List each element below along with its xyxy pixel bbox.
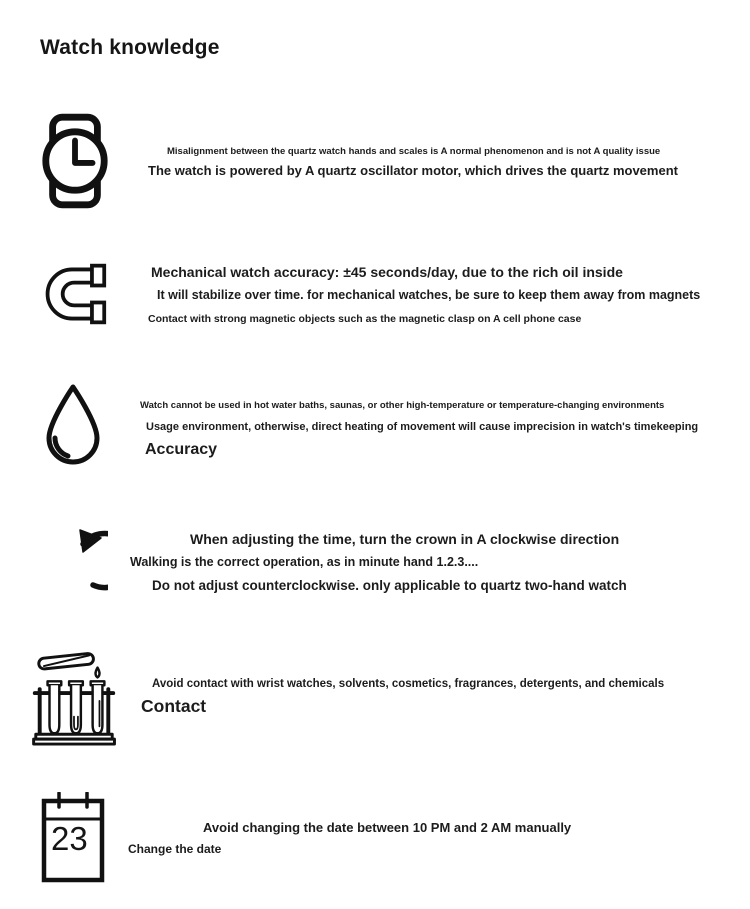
- section-quartz-main: The watch is powered by A quartz oscillator motor, which drives the quartz movement: [148, 163, 678, 178]
- section-temperature-sub: Usage environment, otherwise, direct heating of movement will cause imprecision in watch's timekeeping: [146, 421, 699, 433]
- section-chemicals-main: Avoid contact with wrist watches, solvents, cosmetics, fragrances, detergents, and chemicals: [152, 678, 665, 690]
- section-magnet-note: Contact with strong magnetic objects such as the magnetic clasp on A cell phone case: [148, 313, 582, 325]
- section-temperature-note: Watch cannot be used in hot water baths, saunas, or other high-temperature or temperature-changing environments: [140, 400, 665, 411]
- section-magnet-main: Mechanical watch accuracy: ±45 seconds/day, due to the rich oil inside: [151, 264, 623, 280]
- clockwise-arrow-icon: [38, 523, 108, 603]
- section-adjust-warning: Do not adjust counterclockwise. only applicable to quartz two-hand watch: [152, 578, 627, 593]
- section-adjust-sub: Walking is the correct operation, as in minute hand 1.2.3....: [130, 555, 479, 569]
- water-drop-icon: [40, 382, 106, 470]
- section-temperature-heading: Accuracy: [145, 441, 218, 458]
- page-title: Watch knowledge: [40, 36, 220, 59]
- magnet-icon: [40, 263, 108, 325]
- test-tubes-icon: [32, 648, 116, 746]
- section-date-sub: Change the date: [128, 842, 222, 856]
- wristwatch-icon: [38, 112, 112, 210]
- section-date-main: Avoid changing the date between 10 PM and 2 AM manually: [203, 820, 572, 835]
- section-magnet-sub: It will stabilize over time. for mechanical watches, be sure to keep them away from magnets: [157, 288, 701, 302]
- calendar-day-number: 23: [51, 820, 88, 857]
- section-quartz-note: Misalignment between the quartz watch hands and scales is A normal phenomenon and is not A quality issue: [167, 146, 661, 157]
- section-adjust-main: When adjusting the time, turn the crown in A clockwise direction: [190, 531, 620, 547]
- section-chemicals-heading: Contact: [141, 696, 207, 716]
